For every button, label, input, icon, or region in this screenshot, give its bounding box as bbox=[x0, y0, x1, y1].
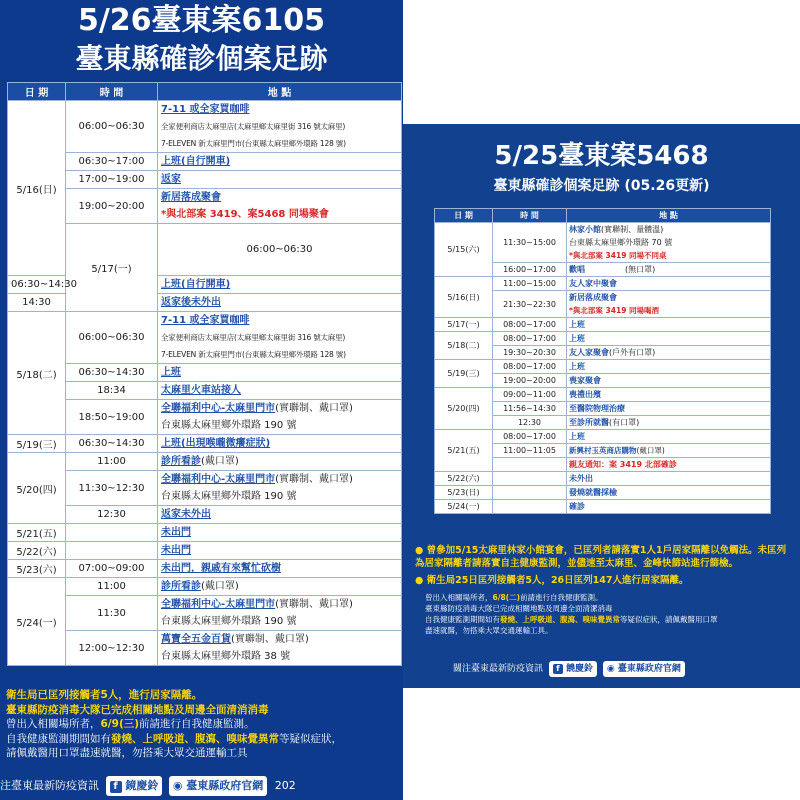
place-cell: 友人家中聚會 bbox=[567, 277, 771, 291]
note-symptoms: 自我健康監測期間如有發燒、上呼吸道、腹瀉、嗅味覺異常等疑似症狀， bbox=[6, 732, 342, 745]
place-cell: 上班 bbox=[567, 430, 771, 444]
note-mask: 請佩戴醫用口罩盡速就醫，勿搭乘大眾交通運輸工具 bbox=[6, 747, 248, 759]
poster-title: 5/26臺東案6105 bbox=[77, 3, 326, 38]
gov-logo-icon: ◉ bbox=[172, 779, 183, 792]
time-cell: 08:00~17:00 bbox=[493, 360, 567, 374]
time-cell: 08:00~17:00 bbox=[493, 332, 567, 346]
place-cell: 新興村玉英商店購物(戴口罩) bbox=[567, 444, 771, 458]
note-mask: 盡速就醫，勿搭乘大眾交通運輸工具。 bbox=[425, 626, 553, 635]
time-cell: 08:00~17:00 bbox=[493, 318, 567, 332]
time-cell: 14:30 bbox=[8, 294, 66, 312]
date-cell: 5/24(一) bbox=[8, 578, 66, 666]
place-cell: 上班(自行開車) bbox=[158, 153, 402, 171]
place-cell: 未外出 bbox=[567, 472, 771, 486]
place-cell: 診所看診(戴口罩) bbox=[158, 453, 402, 471]
header-date: 日 期 bbox=[435, 209, 493, 223]
time-cell: 06:30~17:00 bbox=[66, 153, 158, 171]
time-cell: 09:00~11:00 bbox=[493, 388, 567, 402]
place-cell: 診所看診(戴口罩) bbox=[158, 578, 402, 596]
place-cell: 新居落成聚會 *與北部案 3419 同場喝酒 bbox=[567, 291, 771, 318]
date-cell: 5/23(日) bbox=[435, 486, 493, 500]
place-cell: 7-11 或全家買咖啡 全家便利商店太麻里店(太麻里鄉太麻里街 316 號太麻里) 7-ELEVEN 新太麻里門市(台東縣太麻里鄉外環路 128 號) bbox=[158, 312, 402, 364]
table-row bbox=[8, 153, 402, 171]
note-monitor: 曾出入相關場所者，6/9(三)前請進行自我健康監測。 bbox=[6, 718, 255, 730]
date-cell: 5/16(日) bbox=[8, 101, 66, 276]
table-row bbox=[435, 388, 771, 402]
table-row bbox=[435, 360, 771, 374]
place-cell: 上班 bbox=[567, 332, 771, 346]
place-cell: 未出門，親戚有來幫忙砍樹 bbox=[158, 560, 402, 578]
date-cell: 5/22(六) bbox=[435, 472, 493, 486]
footer bbox=[453, 661, 685, 677]
place-cell bbox=[158, 101, 402, 153]
date-cell: 5/20(四) bbox=[435, 388, 493, 430]
table-row bbox=[8, 400, 402, 435]
table-row bbox=[8, 631, 402, 666]
place-cell: 未出門 bbox=[158, 542, 402, 560]
time-cell: 06:00~06:30 bbox=[66, 312, 158, 364]
place-cell: 林家小館(實聯制、量體溫) 台東縣太麻里鄉外環路 70 號 *與北部案 3419 同場不同桌 bbox=[567, 223, 771, 263]
time-cell: 21:30~22:30 bbox=[493, 291, 567, 318]
table-row bbox=[435, 277, 771, 291]
poster-subtitle: 臺東縣確診個案足跡 bbox=[75, 42, 328, 75]
table-row bbox=[435, 500, 771, 514]
table-row bbox=[8, 224, 402, 276]
case-5468-poster bbox=[403, 124, 800, 688]
date-cell: 5/21(五) bbox=[435, 430, 493, 472]
date-cell: 5/18(二) bbox=[8, 312, 66, 435]
table-row bbox=[8, 364, 402, 382]
time-cell: 11:00 bbox=[66, 453, 158, 471]
table-row bbox=[8, 578, 402, 596]
bullet-icon: ● bbox=[415, 545, 427, 556]
place-cell: 未出門 bbox=[158, 524, 402, 542]
place-cell: 喪家聚會 bbox=[567, 374, 771, 388]
footer-text: 注臺東最新防疫資訊 bbox=[0, 779, 99, 792]
footprint-table bbox=[434, 208, 771, 514]
time-cell: 11:00~15:00 bbox=[493, 277, 567, 291]
date-cell: 5/20(四) bbox=[8, 453, 66, 524]
time-cell: 07:00~09:00 bbox=[66, 560, 158, 578]
note-banquet: ● 曾參加5/15太麻里林家小館宴會，已匡列者請落實1人1戶居家隔離以免觸法。未匡列為居家隔離者請落實自主健康監測，並儘速至太麻里、金峰快篩站進行篩檢。 bbox=[415, 545, 787, 569]
place-cell: 返家 bbox=[158, 171, 402, 189]
gov-logo-icon: ◉ bbox=[606, 664, 615, 674]
table-row bbox=[8, 506, 402, 524]
time-cell: 11:00~11:05 bbox=[493, 444, 567, 458]
date-cell: 5/17(一) bbox=[435, 318, 493, 332]
place-cell: 發燒就醫採檢 bbox=[567, 486, 771, 500]
date-cell: 5/17(一) bbox=[66, 224, 158, 312]
time-cell: 06:00~06:30 bbox=[66, 101, 158, 153]
time-cell: 06:30~14:30 bbox=[8, 276, 66, 294]
place-711: 7-11 或全家買咖啡 bbox=[161, 104, 250, 115]
table-row bbox=[435, 472, 771, 486]
date-cell: 5/18(二) bbox=[435, 332, 493, 360]
date-cell: 5/23(六) bbox=[8, 560, 66, 578]
time-cell: 11:30 bbox=[66, 596, 158, 631]
table-row bbox=[435, 430, 771, 444]
date-cell: 5/21(五) bbox=[8, 524, 66, 542]
table-row bbox=[8, 453, 402, 471]
time-cell: 17:00~19:00 bbox=[66, 171, 158, 189]
note-disinfection: 臺東縣防疫消毒大隊已完成相關地點及周邊全面清消消毒 bbox=[6, 703, 269, 716]
place-cell: 上班 bbox=[567, 318, 771, 332]
date-cell: 5/22(六) bbox=[8, 542, 66, 560]
header-place: 地 點 bbox=[158, 83, 402, 101]
place-cell: 歡唱 (無口罩) bbox=[567, 263, 771, 277]
date-cell: 5/15(六) bbox=[435, 223, 493, 277]
facebook-link[interactable]: f 饒慶鈴 bbox=[549, 661, 597, 677]
table-row bbox=[8, 471, 402, 506]
table-row bbox=[8, 524, 402, 542]
note-disinfection: 臺東縣防疫消毒大隊已完成相關地點及周邊全面清潔消毒 bbox=[425, 604, 613, 613]
time-cell: 11:00 bbox=[66, 578, 158, 596]
place-cell: 太麻里火車站接人 bbox=[158, 382, 402, 400]
header-time: 時 間 bbox=[66, 83, 158, 101]
note-monitor: 曾出入相關場所者，6/8(二)前請進行自我健康監測。 bbox=[425, 593, 603, 602]
note-isolation: 衛生局已匡列接觸者5人，進行居家隔離。 bbox=[6, 689, 203, 701]
time-cell: 11:30~12:30 bbox=[66, 471, 158, 506]
gov-site-link[interactable]: ◉ 臺東縣政府官網 bbox=[603, 661, 685, 677]
place-cell: 友人家聚會(戶外有口罩) bbox=[567, 346, 771, 360]
time-cell: 06:30~14:30 bbox=[66, 435, 158, 453]
footer-year: 202 bbox=[274, 779, 296, 792]
place-cell: 上班 bbox=[567, 360, 771, 374]
table-row bbox=[8, 312, 402, 364]
party-note: *與北部案 3419、案5468 同場聚會 bbox=[161, 209, 329, 220]
place-cell: 返家未外出 bbox=[158, 506, 402, 524]
place-cell: 至診所就醫(有口罩) bbox=[567, 416, 771, 430]
place-cell: 全聯福利中心-太麻里門市(實聯制、戴口罩) 台東縣太麻里鄉外環路 190 號 bbox=[158, 471, 402, 506]
place-cell: 上班(出現喉嚨微癢症狀) bbox=[158, 435, 402, 453]
table-row bbox=[435, 223, 771, 263]
place-cell: 全聯福利中心-太麻里門市(實聯制、戴口罩) 台東縣太麻里鄉外環路 190 號 bbox=[158, 400, 402, 435]
table-row bbox=[435, 318, 771, 332]
table-row bbox=[435, 486, 771, 500]
notes-block bbox=[6, 688, 400, 761]
place-cell: 萬寶全五金百貨(實聯制、戴口罩) 台東縣太麻里鄉外環路 38 號 bbox=[158, 631, 402, 666]
notes-block bbox=[415, 544, 791, 636]
facebook-link[interactable]: f 鏡慶鈴 bbox=[106, 776, 163, 796]
place-cell: 上班 bbox=[158, 364, 402, 382]
place-cell: 新居落成聚會 *與北部案 3419、案5468 同場聚會 bbox=[158, 189, 402, 224]
place-cell: 親友通知：案 3419 北部確診 bbox=[567, 458, 771, 472]
table-row bbox=[8, 560, 402, 578]
place-cell: 全聯福利中心-太麻里門市(實聯制、戴口罩) 台東縣太麻里鄉外環路 190 號 bbox=[158, 596, 402, 631]
place-cell: 至醫院物理治療 bbox=[567, 402, 771, 416]
time-cell: 19:30~20:30 bbox=[493, 346, 567, 360]
footer bbox=[0, 776, 296, 796]
place-cell: 確診 bbox=[567, 500, 771, 514]
table-row bbox=[8, 101, 402, 153]
table-row bbox=[8, 189, 402, 224]
gov-site-link[interactable]: ◉ 臺東縣政府官網 bbox=[169, 776, 267, 796]
poster-subtitle: 臺東縣確診個案足跡 (05.26更新) bbox=[493, 178, 710, 194]
table-row bbox=[8, 542, 402, 560]
header-place: 地 點 bbox=[567, 209, 771, 223]
footprint-table bbox=[7, 82, 402, 666]
place-7eleven: 7-ELEVEN 新太麻里門市(台東縣太麻里鄉外環路 128 號) bbox=[161, 139, 346, 148]
bullet-icon: ● bbox=[415, 575, 427, 586]
table-header bbox=[435, 209, 771, 223]
table-row bbox=[435, 332, 771, 346]
time-cell: 11:30~15:00 bbox=[493, 223, 567, 263]
poster-title: 5/25臺東案5468 bbox=[494, 141, 709, 171]
header-time: 時 間 bbox=[493, 209, 567, 223]
facebook-icon: f bbox=[553, 664, 563, 674]
time-cell: 18:50~19:00 bbox=[66, 400, 158, 435]
date-cell: 5/19(三) bbox=[435, 360, 493, 388]
date-cell: 5/16(日) bbox=[435, 277, 493, 318]
time-cell: 11:56~14:30 bbox=[493, 402, 567, 416]
time-cell: 06:00~06:30 bbox=[158, 224, 402, 276]
place-cell: 返家後未外出 bbox=[158, 294, 402, 312]
place-familymart: 全家便利商店太麻里店(太麻里鄉太麻里街 316 號太麻里) bbox=[161, 122, 346, 131]
table-row bbox=[8, 171, 402, 189]
time-cell: 12:00~12:30 bbox=[66, 631, 158, 666]
table-row bbox=[8, 596, 402, 631]
date-cell: 5/19(三) bbox=[8, 435, 66, 453]
table-header bbox=[8, 83, 402, 101]
time-cell: 08:00~17:00 bbox=[493, 430, 567, 444]
date-cell: 5/24(一) bbox=[435, 500, 493, 514]
place-cell: 喪禮出殯 bbox=[567, 388, 771, 402]
note-isolation: ● 衛生局25日匡列接觸者5人，26日匡列147人進行居家隔離。 bbox=[415, 575, 689, 586]
time-cell: 19:00~20:00 bbox=[493, 374, 567, 388]
time-cell: 06:30~14:30 bbox=[66, 364, 158, 382]
table-row bbox=[8, 382, 402, 400]
time-cell: 19:00~20:00 bbox=[66, 189, 158, 224]
note-symptoms: 自我健康監測期間如有發燒、上呼吸道、腹瀉、嗅味覺異常等疑似症狀，請佩戴醫用口罩 bbox=[425, 615, 718, 624]
table-row bbox=[8, 435, 402, 453]
facebook-icon: f bbox=[110, 781, 122, 793]
header-date: 日 期 bbox=[8, 83, 66, 101]
time-cell: 18:34 bbox=[66, 382, 158, 400]
time-cell: 12:30 bbox=[493, 416, 567, 430]
time-cell: 16:00~17:00 bbox=[493, 263, 567, 277]
time-cell: 12:30 bbox=[66, 506, 158, 524]
place-cell: 上班(自行開車) bbox=[158, 276, 402, 294]
footer-text: 關注臺東最新防疫資訊 bbox=[453, 664, 544, 674]
